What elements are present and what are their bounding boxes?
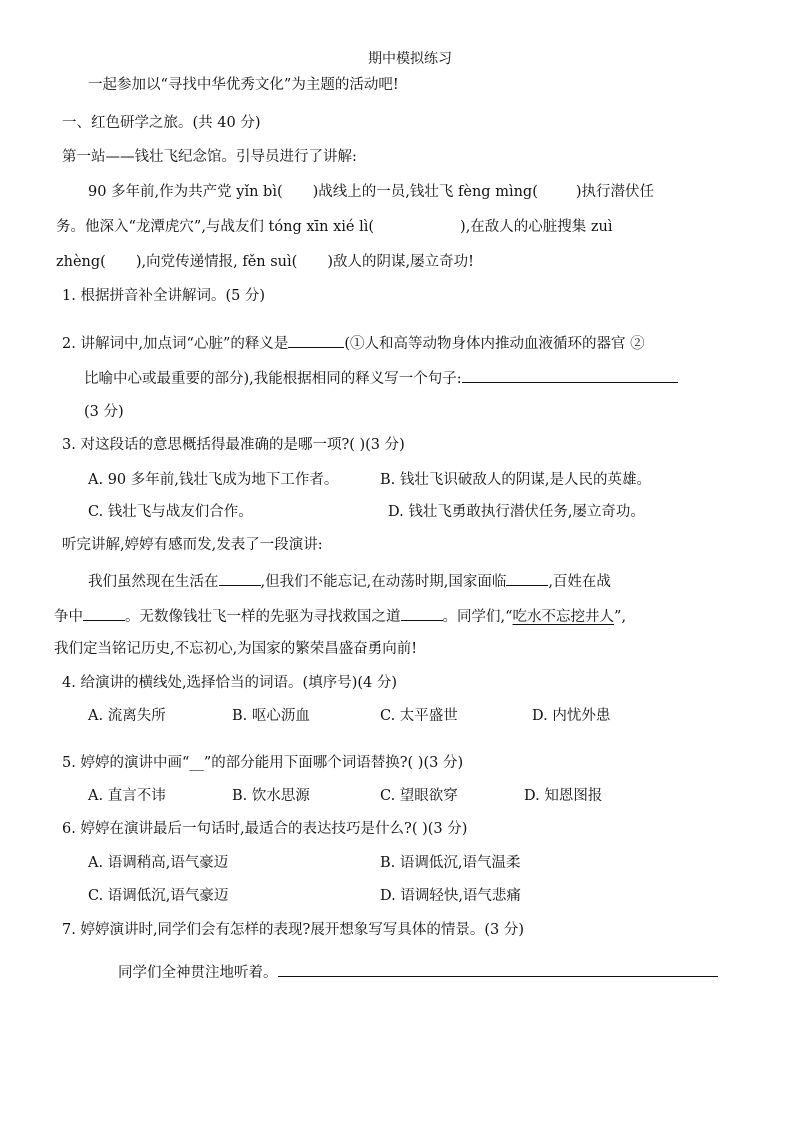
q6-option-b[interactable]: B. 语调低沉,语气温柔 xyxy=(380,855,521,871)
q5-option-a[interactable]: A. 直言不讳 xyxy=(88,788,166,804)
question-7-answer-line: 同学们全神贯注地听着。 xyxy=(118,962,718,982)
question-5: 5. 婷婷的演讲中画“__”的部分能用下面哪个词语替换?( )(3 分) xyxy=(62,755,464,771)
section-heading: 一、红色研学之旅。(共 40 分) xyxy=(62,115,261,131)
q4-option-b[interactable]: B. 呕心沥血 xyxy=(232,708,310,724)
q6-option-d[interactable]: D. 语调轻快,语气悲痛 xyxy=(380,888,521,904)
q3-option-a[interactable]: A. 90 多年前,钱壮飞成为地下工作者。 xyxy=(88,472,339,488)
speech-line-2: 争中 。无数像钱壮飞一样的先驱为寻找救国之道 。同学们,“吃水不忘挖井人”, xyxy=(54,606,626,626)
underlined-phrase: 吃水不忘挖井人 xyxy=(512,609,615,625)
q4-option-c[interactable]: C. 太平盛世 xyxy=(380,708,458,724)
station-heading: 第一站——钱壮飞纪念馆。引导员进行了讲解: xyxy=(62,149,357,165)
question-2-line-2: 比喻中心或最重要的部分),我能根据相同的释义写一个句子: xyxy=(84,368,678,388)
q5-option-d[interactable]: D. 知恩图报 xyxy=(524,788,603,804)
passage-line-3: zhèng( ),向党传递情报, fěn suì( )敌人的阴谋,屡立奇功! xyxy=(56,254,474,270)
q4-option-d[interactable]: D. 内忧外患 xyxy=(532,708,611,724)
blank-q7-answer[interactable] xyxy=(278,962,718,977)
question-4: 4. 给演讲的横线处,选择恰当的词语。(填序号)(4 分) xyxy=(62,675,398,691)
q6-option-a[interactable]: A. 语调稍高,语气豪迈 xyxy=(88,855,229,871)
question-1: 1. 根据拼音补全讲解词。(5 分) xyxy=(62,288,266,304)
speech-blank-4[interactable] xyxy=(401,606,443,621)
speech-intro: 听完讲解,婷婷有感而发,发表了一段演讲: xyxy=(62,537,323,553)
q3-option-b[interactable]: B. 钱壮飞识破敌人的阴谋,是人民的英雄。 xyxy=(380,472,651,488)
speech-line-1: 我们虽然现在生活在 ,但我们不能忘记,在动荡时期,国家面临 ,百姓在战 xyxy=(88,571,611,591)
passage-line-2: 务。他深入“龙潭虎穴”,与战友们 tóng xīn xié lì( ),在敌人的心脏搜集 zuì xyxy=(56,219,613,235)
q3-option-d[interactable]: D. 钱壮飞勇敢执行潜伏任务,屡立奇功。 xyxy=(388,504,645,520)
question-2-line-1: 2. 讲解词中,加点词“心脏”的释义是 (①人和高等动物身体内推动血液循环的器官 ② xyxy=(62,333,645,353)
q4-option-a[interactable]: A. 流离失所 xyxy=(88,708,166,724)
intro-line: 一起参加以“寻找中华优秀文化”为主题的活动吧! xyxy=(88,77,399,93)
speech-blank-3[interactable] xyxy=(83,606,125,621)
question-6: 6. 婷婷在演讲最后一句话时,最适合的表达技巧是什么?( )(3 分) xyxy=(62,821,468,837)
page-title: 期中模拟练习 xyxy=(368,51,452,67)
q5-option-b[interactable]: B. 饮水思源 xyxy=(232,788,310,804)
q5-option-c[interactable]: C. 望眼欲穿 xyxy=(380,788,458,804)
blank-meaning[interactable] xyxy=(288,333,344,348)
blank-sentence[interactable] xyxy=(462,368,678,383)
passage-line-1: 90 多年前,作为共产党 yǐn bì( )战线上的一员,钱壮飞 fèng mìng( )执行潜伏任 xyxy=(88,184,655,200)
q6-option-c[interactable]: C. 语调低沉,语气豪迈 xyxy=(88,888,229,904)
q3-option-c[interactable]: C. 钱壮飞与战友们合作。 xyxy=(88,504,253,520)
question-3: 3. 对这段话的意思概括得最准确的是哪一项?( )(3 分) xyxy=(62,437,405,453)
speech-line-3: 我们定当铭记历史,不忘初心,为国家的繁荣昌盛奋勇向前! xyxy=(54,641,418,657)
speech-blank-2[interactable] xyxy=(506,571,548,586)
question-7: 7. 婷婷演讲时,同学们会有怎样的表现?展开想象写写具体的情景。(3 分) xyxy=(62,922,524,938)
speech-blank-1[interactable] xyxy=(219,571,261,586)
question-2-points: (3 分) xyxy=(84,404,124,420)
